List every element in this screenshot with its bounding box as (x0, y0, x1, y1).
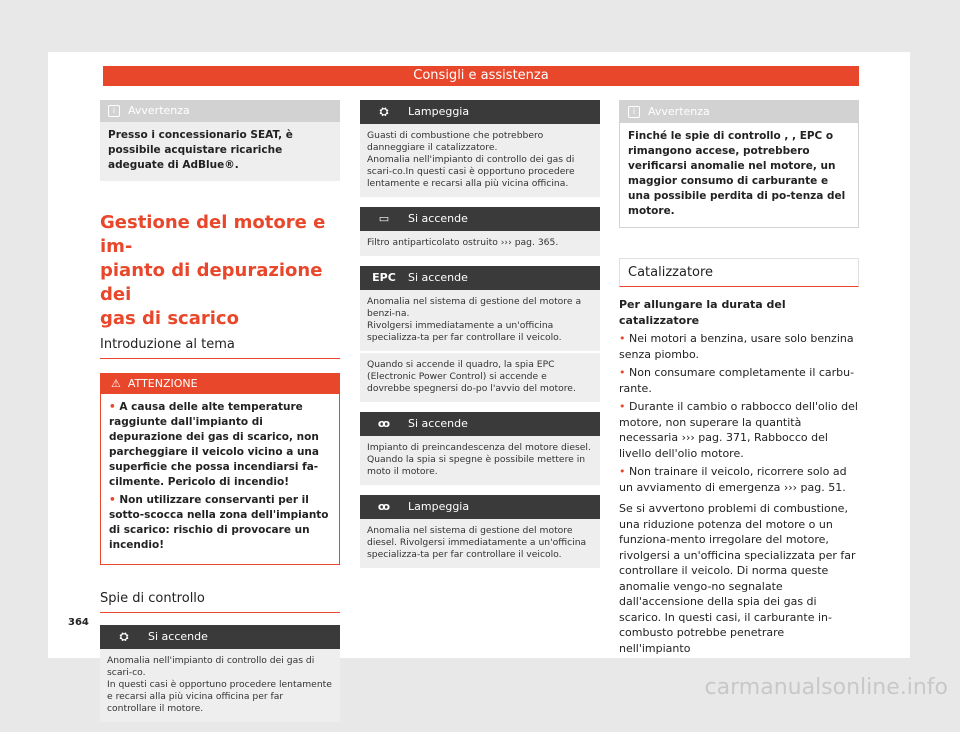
list-item-text: Non consumare completamente il carbu-rante. (619, 366, 855, 395)
page-number: 364 (68, 617, 89, 628)
bullet-icon: • (619, 465, 626, 478)
lamp-text-line: Filtro antiparticolato ostruito ››› pag. 365. (367, 237, 559, 248)
lamp-text (360, 231, 600, 256)
page-header: Consigli e assistenza (103, 66, 859, 86)
watermark: carmanualsonline.info (704, 675, 948, 700)
lamp-text (360, 436, 600, 485)
notice-text: Presso i concessionario SEAT, è possibile acquistare ricariche adeguate di AdBlue®. (108, 129, 293, 171)
epc-icon: EPC (372, 271, 396, 284)
lamp-text (360, 124, 600, 197)
warning-header (101, 374, 339, 394)
list-item (619, 399, 859, 461)
lamp-block (360, 207, 600, 256)
lamp-block (360, 412, 600, 485)
lamp-text (360, 290, 600, 351)
info-icon: i (628, 106, 640, 118)
bullet-icon: • (109, 494, 116, 506)
section-title-line: Gestione del motore e im- (100, 212, 326, 257)
warning-item (109, 400, 331, 490)
lamp-header (360, 495, 600, 519)
lamp-subtext: Quando si accende il quadro, la spia EPC (Electronic Power Control) si accende e dovrebbe spegnersi do-po l'avvio del motore. (360, 351, 600, 402)
lamp-text-line: Rivolgersi immediatamente a un'officina specializza-ta per far controllare il veicolo. (367, 320, 562, 343)
lamp-label: Si accende (408, 212, 468, 225)
warning-body (101, 394, 339, 564)
column-right (619, 100, 859, 659)
lamp-text (100, 649, 340, 722)
warning-item (109, 493, 331, 553)
section-title (100, 211, 340, 331)
warning-box (100, 373, 340, 565)
notice-box (619, 100, 859, 228)
list-item-text: Nei motori a benzina, usare solo benzina senza piombo. (619, 332, 854, 361)
info-icon: i (108, 105, 120, 117)
body-paragraph: Se si avvertono problemi di combustione, una riduzione potenza del motore o un funziona-mento irregolare del motore, rivolgersi a un'officina specializzata per far controllare il veicolo. Di norma queste anomalie vengo-no segnalate dall'accensione della spia dei gas di scarico. In questi casi, il carburante in-combusto potrebbe penetrare nell'impianto (619, 502, 856, 655)
lamp-text-line: In questi casi è opportuno procedere lentamente e recarsi alla più vicina officina per far controllare il motore. (107, 679, 332, 714)
section-title-line: pianto di depurazione dei (100, 260, 323, 305)
spie-heading: Spie di controllo (100, 591, 340, 613)
lamp-text-line: Anomalia nel sistema di gestione del motore diesel. Rivolgersi immediatamente a un'officina specializza-ta per far controllare il veicolo. (367, 525, 587, 560)
lamp-text-line: Anomalia nel sistema di gestione del motore a benzi-na. (367, 296, 582, 319)
notice-header (100, 100, 340, 122)
engine-warning-icon: ⛭ (119, 630, 129, 643)
intro-heading: Introduzione al tema (100, 337, 340, 359)
lamp-block (360, 495, 600, 568)
lamp-text-line: Guasti di combustione che potrebbero danneggiare il catalizzatore. (367, 130, 544, 153)
list-item (619, 464, 859, 495)
particle-filter-icon: ▭ (378, 212, 390, 225)
glow-plug-icon: ꝏ (377, 417, 391, 430)
lamp-label: Si accende (408, 271, 468, 284)
lamp-text (360, 519, 600, 568)
lamp-label: Si accende (408, 417, 468, 430)
lamp-header (360, 207, 600, 231)
list-item-text: Durante il cambio o rabbocco dell'olio del motore, non superare la quantità necessaria ››› pag. 371, Rabbocco del livello dell'olio motore. (619, 400, 858, 460)
lamp-header (360, 100, 600, 124)
sub-heading: Per allungare la durata del catalizzatore (619, 298, 786, 327)
bullet-icon: • (619, 400, 626, 413)
lamp-label: Lampeggia (408, 105, 470, 118)
section-title-line: gas di scarico (100, 308, 239, 329)
notice-header (620, 101, 858, 123)
lamp-text-line: Impianto di preincandescenza del motore diesel. Quando la spia si spegne è possibile mettere in moto il motore. (367, 442, 591, 477)
warning-title: ATTENZIONE (127, 377, 198, 390)
warning-item-text: A causa delle alte temperature raggiunte dall'impianto di depurazione dei gas di scarico, non parcheggiare il veicolo vicino a una superficie che possa incendiarsi fa-cilmente. Pericolo di incendio! (109, 401, 319, 488)
warning-item-text: Non utilizzare conservanti per il sotto-scocca nella zona dell'impianto di scarico: rischio di provocare un incendio! (109, 494, 329, 551)
catalizzatore-content (619, 297, 859, 656)
notice-box (100, 100, 340, 181)
lamp-block (100, 625, 340, 722)
engine-warning-icon: ⛭ (379, 105, 389, 118)
notice-title: Avvertenza (648, 105, 710, 118)
lamp-text-line: Anomalia nell'impianto di controllo dei gas di scari-co. (107, 655, 315, 678)
lamp-header (360, 412, 600, 436)
catalizzatore-heading: Catalizzatore (619, 258, 859, 287)
lamp-block (360, 100, 600, 197)
list-item (619, 365, 859, 396)
list-item-text: Non trainare il veicolo, ricorrere solo ad un avviamento di emergenza ››› pag. 51. (619, 465, 847, 494)
notice-text: Finché le spie di controllo , , EPC o rimangono accese, potrebbero verificarsi anomalie nel motore, un maggior consumo di carburante e una possibile perdita di po-tenza del motore. (628, 130, 846, 217)
notice-title: Avvertenza (128, 104, 190, 117)
bullet-icon: • (619, 332, 626, 345)
lamp-label: Si accende (148, 630, 208, 643)
warning-triangle-icon: ⚠ (111, 377, 121, 390)
column-left (100, 100, 340, 732)
column-middle (360, 100, 600, 578)
lamp-header (100, 625, 340, 649)
list-item (619, 331, 859, 362)
glow-plug-icon: ꝏ (377, 500, 391, 513)
lamp-text-line: Anomalia nell'impianto di controllo dei gas di scari-co.In questi casi è opportuno procedere lentamente e recarsi alla più vicina officina. (367, 154, 575, 189)
lamp-header (360, 266, 600, 290)
lamp-label: Lampeggia (408, 500, 470, 513)
lamp-block (360, 266, 600, 402)
bullet-icon: • (619, 366, 626, 379)
bullet-icon: • (109, 401, 116, 413)
